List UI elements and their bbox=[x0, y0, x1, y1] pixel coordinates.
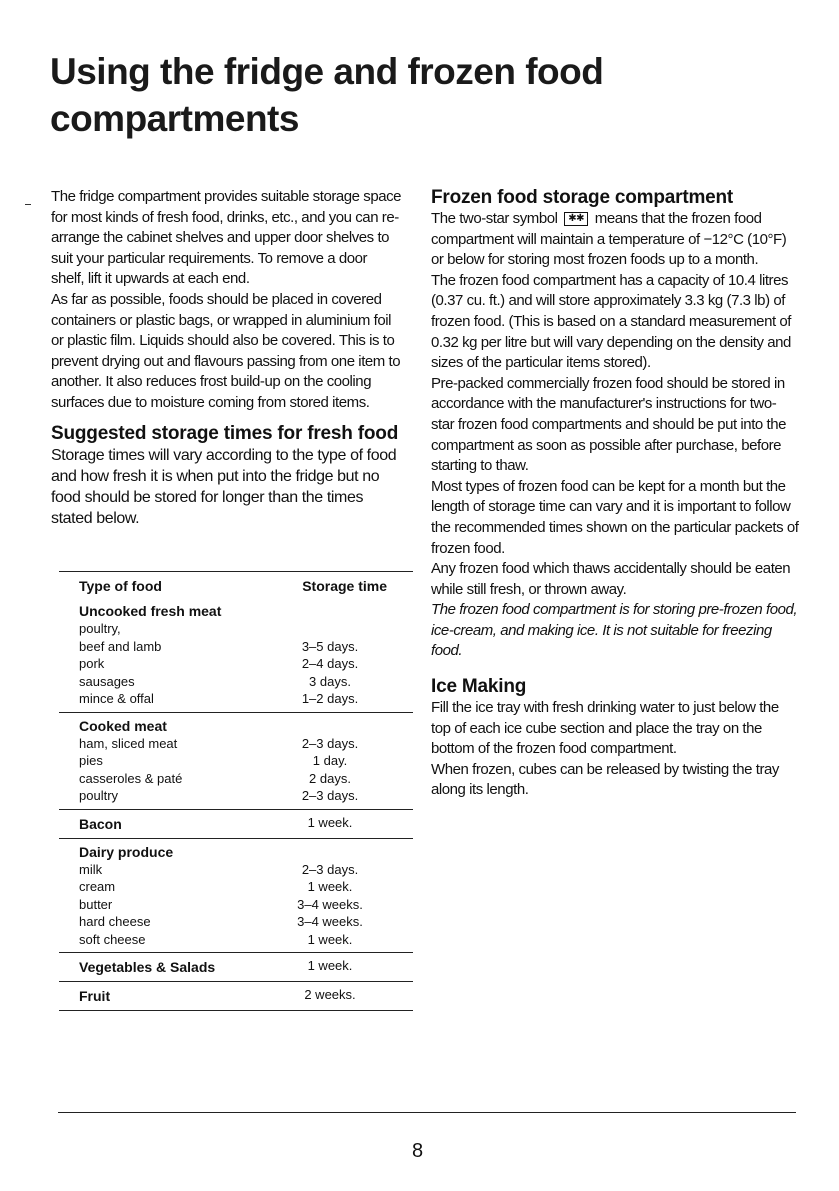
time-cell: 3 days. bbox=[309, 673, 351, 689]
storage-text: Storage times will vary according to the type of food and how fresh it is when put into the fridge but no food should be stored for longer than the times stated below. bbox=[51, 446, 397, 527]
time-cell: 1 week. bbox=[307, 814, 353, 830]
table-row bbox=[79, 913, 413, 931]
food-cell: soft cheese bbox=[79, 931, 146, 947]
frozen-paragraph-5: Any frozen food which thaws accidentally should be eaten while still fresh, or thrown away. bbox=[431, 560, 791, 598]
table-section bbox=[59, 953, 413, 981]
time-cell: 2–3 days. bbox=[301, 861, 359, 877]
intro-paragraph-2: As far as possible, foods should be placed in covered containers or plastic bags, or wrapped in aluminium foil or plastic film. Liquids should also be covered. This is to prevent drying out and flavours passing from one item to another. It also reduces frost build-up on the cooling surfaces due to moisture coming from stored items. bbox=[51, 290, 401, 411]
storage-heading: Suggested storage times for fresh food bbox=[51, 422, 399, 444]
footer-rule bbox=[58, 1112, 796, 1113]
time-cell: 3–4 weeks. bbox=[297, 914, 363, 929]
time-cell: 1 day. bbox=[312, 753, 348, 768]
food-cell: ham, sliced meat bbox=[79, 735, 178, 751]
time-cell: 2 days. bbox=[309, 770, 351, 786]
table-section-title: Uncooked fresh meat bbox=[79, 603, 222, 619]
table-row bbox=[79, 690, 413, 708]
time-cell: 1–2 days. bbox=[301, 691, 359, 706]
table-row bbox=[79, 735, 413, 753]
time-cell: 2 weeks. bbox=[304, 987, 356, 1002]
food-cell: hard cheese bbox=[79, 914, 151, 929]
frozen-p1-after: means that the frozen food compartment will maintain a temperature of −12°C (10°F) or below for storing most frozen foods up to a month. bbox=[431, 210, 787, 269]
time-cell: 2–4 days. bbox=[301, 656, 359, 671]
food-cell: cream bbox=[79, 879, 116, 894]
storage-table bbox=[59, 571, 413, 1011]
storage-intro bbox=[51, 423, 403, 529]
food-cell: sausages bbox=[79, 673, 135, 689]
frozen-paragraph-4: Most types of frozen food can be kept for a month but the length of storage time can vary and it is important to follow the recommended times shown on the particular packets of frozen food. bbox=[431, 477, 799, 557]
food-cell: poultry, bbox=[79, 621, 121, 636]
food-cell: butter bbox=[79, 896, 113, 912]
time-cell: 1 week. bbox=[307, 958, 353, 973]
table-row bbox=[79, 931, 413, 949]
table-row bbox=[79, 655, 413, 673]
table-section bbox=[59, 713, 413, 809]
table-row bbox=[79, 620, 413, 638]
table-section bbox=[59, 810, 413, 838]
table-section-title: Bacon bbox=[79, 815, 122, 832]
time-cell: 2–3 days. bbox=[301, 788, 359, 803]
ice-paragraph-2: When frozen, cubes can be released by twisting the tray along its length. bbox=[431, 760, 779, 799]
time-cell: 1 week. bbox=[307, 879, 353, 894]
intro-paragraph-1: The fridge compartment provides suitable storage space for most kinds of fresh food, drinks, etc., and you can re-arrange the cabinet shelves and upper door shelves to suit your particular requirements. To remove a door shelf, lift it upwards at each end. bbox=[51, 188, 402, 288]
table-section-title: Cooked meat bbox=[79, 717, 167, 734]
time-cell: 3–5 days. bbox=[301, 638, 359, 654]
table-row bbox=[79, 673, 413, 691]
page-title: Using the fridge and frozen food compartments bbox=[50, 51, 604, 139]
frozen-paragraph-3: Pre-packed commercially frozen food should be stored in accordance with the manufacturer's instructions for two-star frozen food compartments and should be put into the compartment as soon as possible after purchase, before starting to thaw. bbox=[431, 374, 787, 475]
food-cell: mince & offal bbox=[79, 691, 154, 706]
table-row bbox=[79, 787, 413, 805]
time-cell: 2–3 days. bbox=[301, 735, 359, 751]
food-cell: beef and lamb bbox=[79, 638, 162, 654]
frozen-paragraph-1 bbox=[431, 209, 799, 271]
table-row bbox=[79, 752, 413, 770]
table-body bbox=[59, 598, 413, 1011]
food-cell: milk bbox=[79, 861, 103, 877]
right-column bbox=[431, 187, 799, 801]
col-time-header: Storage time bbox=[302, 578, 387, 594]
col-food-header: Type of food bbox=[79, 578, 162, 594]
time-cell: 1 week. bbox=[307, 931, 353, 947]
table-row bbox=[79, 861, 413, 879]
food-cell: pies bbox=[79, 753, 103, 768]
ice-paragraph-1: Fill the ice tray with fresh drinking water to just below the top of each ice cube section and place the tray on the bottom of the frozen food compartment. bbox=[431, 699, 779, 758]
left-column bbox=[51, 187, 403, 529]
table-section-title: Fruit bbox=[79, 988, 111, 1004]
table-section-title: Dairy produce bbox=[79, 843, 174, 860]
table-row bbox=[79, 878, 413, 896]
table-section bbox=[59, 839, 413, 953]
food-cell: poultry bbox=[79, 788, 119, 803]
table-header bbox=[59, 572, 413, 598]
frozen-note: The frozen food compartment is for storing pre-frozen food, ice-cream, and making ice. It is not suitable for freezing food. bbox=[431, 601, 798, 660]
table-rule bbox=[59, 1010, 413, 1011]
table-section bbox=[59, 598, 413, 712]
frozen-heading: Frozen food storage compartment bbox=[431, 187, 734, 208]
food-cell: casseroles & paté bbox=[79, 770, 183, 786]
food-cell: pork bbox=[79, 656, 105, 671]
page-number: 8 bbox=[412, 1140, 424, 1162]
time-cell bbox=[285, 620, 413, 638]
ice-heading: Ice Making bbox=[431, 676, 527, 698]
two-star-icon: ✱✱ bbox=[564, 212, 588, 226]
table-row bbox=[79, 896, 413, 914]
table-section-title: Vegetables & Salads bbox=[79, 959, 216, 975]
table-row bbox=[79, 638, 413, 656]
table-row bbox=[79, 770, 413, 788]
frozen-paragraph-2: The frozen food compartment has a capacity of 10.4 litres (0.37 cu. ft.) and will store approximately 3.3 kg (7.3 lb) of frozen food. (This is based on a standard measurement of 0.32 kg per litre but will vary depending on the density and sizes of the particular items stored). bbox=[431, 271, 792, 372]
table-section bbox=[59, 982, 413, 1010]
frozen-p1-before: The two-star symbol bbox=[431, 210, 558, 227]
margin-mark bbox=[25, 204, 31, 205]
time-cell: 3–4 weeks. bbox=[297, 896, 363, 912]
frozen-paragraph-6 bbox=[431, 600, 799, 662]
